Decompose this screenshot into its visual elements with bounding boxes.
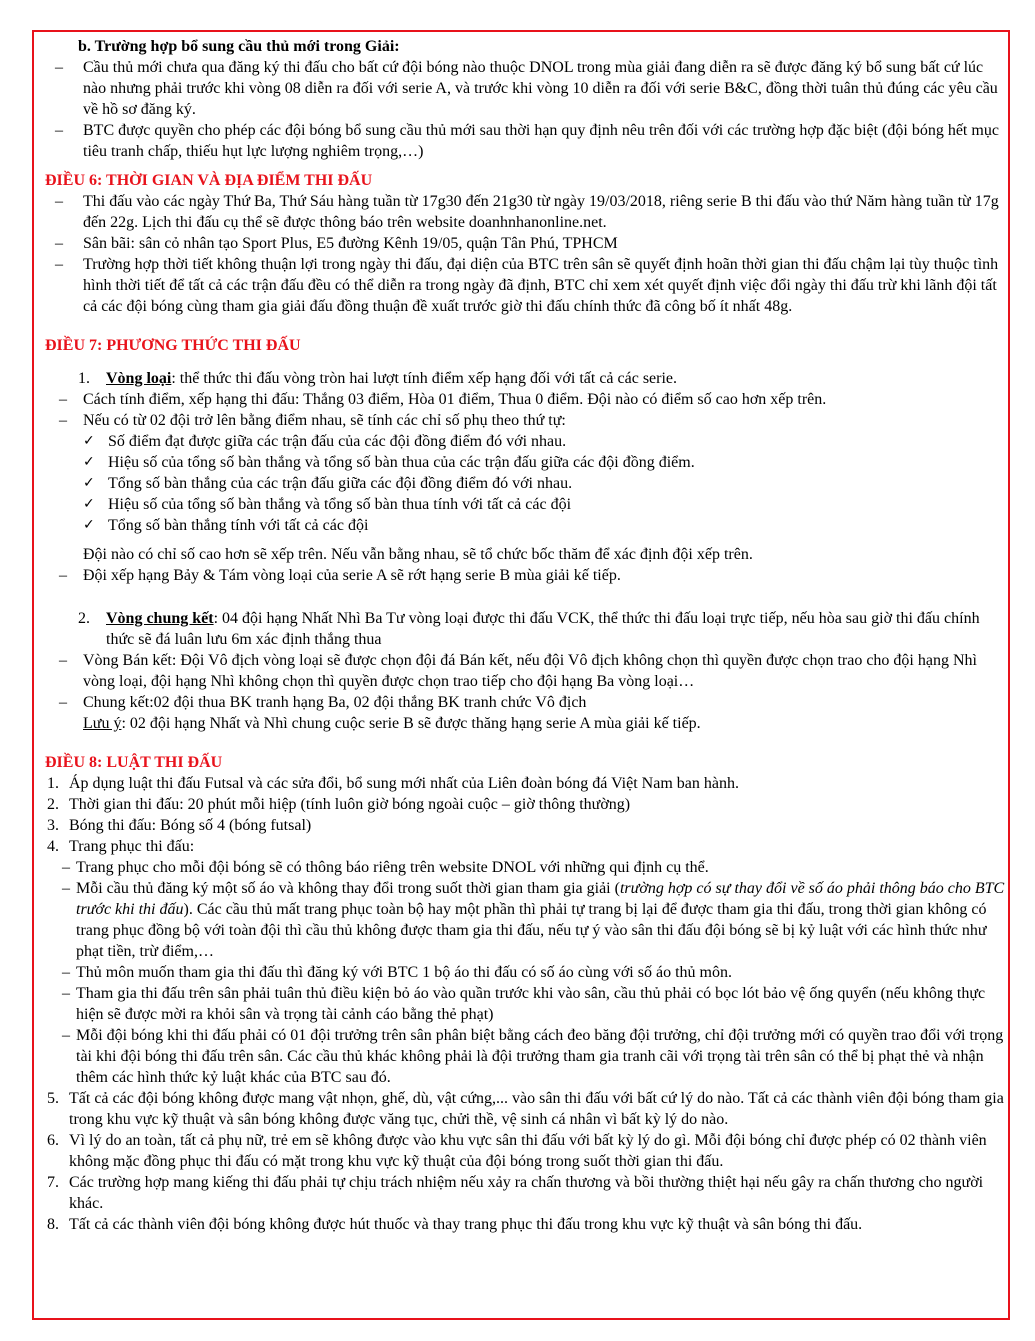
item-number: 8. xyxy=(47,1216,59,1233)
item-text: Áp dụng luật thi đấu Futsal và các sửa đổi, bổ sung mới nhất của Liên đoàn bóng đá Việt Nam ban hành. xyxy=(69,775,739,792)
vck-note-text: : 02 đội hạng Nhất và Nhì chung cuộc serie B sẽ được thăng hạng serie A mùa giải kế tiếp. xyxy=(121,715,701,732)
trang-phuc-item: – Thủ môn muốn tham gia thi đấu thì đăng ký với BTC 1 bộ áo thi đấu có số áo cùng với số áo thủ môn. xyxy=(45,962,1005,983)
vck-item: – Chung kết:02 đội thua BK tranh hạng Ba, 02 đội thắng BK tranh chức Vô địch xyxy=(45,692,1005,713)
vong-chung-ket-line xyxy=(45,608,1005,650)
trang-phuc-text: Mỗi cầu thủ đăng ký một số áo và không thay đổi trong suốt thời gian tham gia giải ( xyxy=(76,880,620,897)
vong-loai-text: : thể thức thi đấu vòng tròn hai lượt tính điểm xếp hạng đối với tất cả các serie. xyxy=(171,370,678,387)
tiebreak-check-item: ✓ Tổng số bàn thắng tính với tất cả các đội xyxy=(45,515,1005,536)
vong-loai-number: 1. xyxy=(78,370,90,387)
item-text: Bóng thi đấu: Bóng số 4 (bóng futsal) xyxy=(69,817,312,834)
item-text: Tất cả các thành viên đội bóng không được hút thuốc và thay trang phục thi đấu trong khu vực kỹ thuật và sân bóng thi đấu. xyxy=(69,1216,863,1233)
trang-phuc-italic: trường hợp có sự thay đổi về số áo phải thông báo cho BTC trước khi thi đấu xyxy=(76,880,1005,918)
dieu7-heading: ĐIỀU 7: PHƯƠNG THỨC THI ĐẤU xyxy=(45,337,301,354)
item-number: 2. xyxy=(47,796,59,813)
item-number: 4. xyxy=(47,838,59,855)
item-number: 5. xyxy=(47,1090,59,1107)
trang-phuc-item xyxy=(45,878,1005,962)
item-text: Thời gian thi đấu: 20 phút mỗi hiệp (tính luôn giờ bóng ngoài cuộc – giờ thông thường) xyxy=(69,796,631,813)
vong-loai-title: Vòng loại xyxy=(106,370,172,387)
tiebreak-check-item: ✓ Số điểm đạt được giữa các trận đấu của các đội đồng điểm đó với nhau. xyxy=(45,431,1005,452)
dieu6-heading: ĐIỀU 6: THỜI GIAN VÀ ĐỊA ĐIỂM THI ĐẤU xyxy=(45,172,373,189)
section-b-heading: b. Trường hợp bổ sung cầu thủ mới trong Giải: xyxy=(78,38,400,55)
vong-loai-item: – Nếu có từ 02 đội trở lên bằng điểm nhau, sẽ tính các chỉ số phụ theo thứ tự: xyxy=(45,410,1005,431)
vong-loai-note: Đội nào có chỉ số cao hơn sẽ xếp trên. Nếu vẫn bằng nhau, sẽ tổ chức bốc thăm để xác định đội xếp trên. xyxy=(83,546,753,563)
vck-note xyxy=(45,713,1005,734)
dieu8-heading: ĐIỀU 8: LUẬT THI ĐẤU xyxy=(45,754,223,771)
dieu8-item xyxy=(45,836,1005,857)
dieu8-item xyxy=(45,1130,1005,1172)
vck-text: : 04 đội hạng Nhất Nhì Ba Tư vòng loại được thi đấu VCK, thể thức thi đấu loại trực tiếp, nếu hòa sau giờ thi đấu chính thức sẽ đá luân lưu 6m xác định thắng thua xyxy=(106,610,980,648)
trang-phuc-item: – Tham gia thi đấu trên sân phải tuân thủ điều kiện bỏ áo vào quần trước khi vào sân, cầu thủ phải có bọc lót bảo vệ ống quyển (nếu không thực hiện sẽ được mời ra khỏi sân và trọng tài cảnh cáo bằng thẻ phạt) xyxy=(45,983,1005,1025)
dieu6-item: – Sân bãi: sân cỏ nhân tạo Sport Plus, E5 đường Kênh 19/05, quận Tân Phú, TPHCM xyxy=(45,233,1005,254)
tiebreak-check-item: ✓ Hiệu số của tổng số bàn thắng và tổng số bàn thua tính với tất cả các đội xyxy=(45,494,1005,515)
vck-title: Vòng chung kết xyxy=(106,610,214,627)
dieu8-item xyxy=(45,794,1005,815)
document-body xyxy=(45,36,1005,1235)
trang-phuc-item: – Mỗi đội bóng khi thi đấu phải có 01 đội trưởng trên sân phân biệt bằng cách đeo băng đội trưởng, chỉ đội trưởng mới có quyền trao đổi với trọng tài khi đội bóng thi đấu trên sân. Các cầu thủ khác không phải là đội trưởng tham gia tranh cãi với trọng tài trên sân có thể bị phạt thẻ và nhận thêm các hình thức kỷ luật khác của BTC sau đó. xyxy=(45,1025,1005,1088)
dieu8-item xyxy=(45,773,1005,794)
item-text: Vì lý do an toàn, tất cả phụ nữ, trẻ em sẽ không được vào khu vực sân thi đấu với bất kỳ lý do gì. Mỗi đội bóng chỉ được phép có 02 thành viên không mặc đồng phục thi đấu có mặt trong khu vực kỹ thuật của đội bóng trong suốt thời gian thi đấu. xyxy=(69,1132,987,1170)
item-number: 1. xyxy=(47,775,59,792)
vck-number: 2. xyxy=(78,610,90,627)
item-number: 6. xyxy=(47,1132,59,1149)
vong-loai-relegation: – Đội xếp hạng Bảy & Tám vòng loại của serie A sẽ rớt hạng serie B mùa giải kế tiếp. xyxy=(45,565,1005,586)
tiebreak-check-item: ✓ Tổng số bàn thắng của các trận đấu giữa các đội đồng điểm đó với nhau. xyxy=(45,473,1005,494)
vong-loai-item: – Cách tính điểm, xếp hạng thi đấu: Thắng 03 điểm, Hòa 01 điểm, Thua 0 điểm. Đội nào có điểm số cao hơn xếp trên. xyxy=(45,389,1005,410)
dieu8-item xyxy=(45,1088,1005,1130)
dieu8-item xyxy=(45,815,1005,836)
vong-loai-line xyxy=(45,368,1005,389)
item-text: Tất cả các đội bóng không được mang vật nhọn, ghế, dù, vật cứng,... vào sân thi đấu với bất cứ lý do nào. Tất cả các thành viên đội bóng tham gia trong khu vực kỹ thuật và sân bóng không được văng tục, chửi thề, vệ sinh cá nhân vì bất kỳ lý do nào. xyxy=(69,1090,1004,1128)
trang-phuc-text: ). Các cầu thủ mất trang phục toàn bộ hay một phần thì phải tự trang bị lại để được tham gia thi đấu, trong thời gian không có trang phục đồng bộ với toàn đội thì cầu thủ không được tham gia thi đấu, nếu tự ý vào sân thi đấu đội bóng sẽ bị kỷ luật với các hình thức như phạt tiền, trừ điểm,… xyxy=(76,901,987,960)
dieu8-item xyxy=(45,1172,1005,1214)
trang-phuc-item: – Trang phục cho mỗi đội bóng sẽ có thông báo riêng trên website DNOL với những qui định cụ thể. xyxy=(45,857,1005,878)
dieu6-item: – Trường hợp thời tiết không thuận lợi trong ngày thi đấu, đại diện của BTC trên sân sẽ quyết định hoãn thời gian thi đấu chậm lại tùy thuộc tình hình thời tiết để tất cả các trận đấu đều có thể diễn ra trong ngày đã định, BTC chỉ xem xét quyết định việc đổi ngày thi đấu trừ khi lãnh đội tất cả các đội bóng cùng tham gia giải đấu đồng thuận đề xuất trước giờ thi đấu chính thức đã công bố ít nhất 48g. xyxy=(45,254,1005,317)
item-text: Trang phục thi đấu: xyxy=(69,838,195,855)
vck-note-label: Lưu ý xyxy=(83,715,122,732)
item-number: 7. xyxy=(47,1174,59,1191)
tiebreak-check-item: ✓ Hiệu số của tổng số bàn thắng và tổng số bàn thua của các trận đấu giữa các đội đồng điểm. xyxy=(45,452,1005,473)
vck-item: – Vòng Bán kết: Đội Vô địch vòng loại sẽ được chọn đội đá Bán kết, nếu đội Vô địch không chọn thì quyền được chọn trao cho đội hạng Nhì vòng loại, đội hạng Nhì không chọn thì quyền được chọn trao tiếp cho đội hạng Ba vòng loại… xyxy=(45,650,1005,692)
item-text: Các trường hợp mang kiếng thi đấu phải tự chịu trách nhiệm nếu xảy ra chấn thương và bồi thường thiệt hại nếu gây ra chấn thương cho người khác. xyxy=(69,1174,984,1212)
dieu8-item xyxy=(45,1214,1005,1235)
section-b-item: – Cầu thủ mới chưa qua đăng ký thi đấu cho bất cứ đội bóng nào thuộc DNOL trong mùa giải đang diễn ra sẽ được đăng ký bổ sung bất cứ lúc nào nhưng phải trước khi vòng 08 diễn ra đối với serie A, và trước khi vòng 10 diễn ra đối với serie B&C, đồng thời tuân thủ đúng các yêu cầu về hồ sơ đăng ký. xyxy=(45,57,1005,120)
dieu6-item: – Thi đấu vào các ngày Thứ Ba, Thứ Sáu hàng tuần từ 17g30 đến 21g30 từ ngày 19/03/2018, riêng serie B thi đấu vào thứ Năm hàng tuần từ 17g đến 22g. Lịch thi đấu cụ thể sẽ được thông báo trên website doanhnhanonline.net. xyxy=(45,191,1005,233)
section-b-item: – BTC được quyền cho phép các đội bóng bổ sung cầu thủ mới sau thời hạn quy định nêu trên đối với các trường hợp đặc biệt (đội bóng hết mục tiêu tranh chấp, thiếu hụt lực lượng nghiêm trọng,…) xyxy=(45,120,1005,162)
item-number: 3. xyxy=(47,817,59,834)
